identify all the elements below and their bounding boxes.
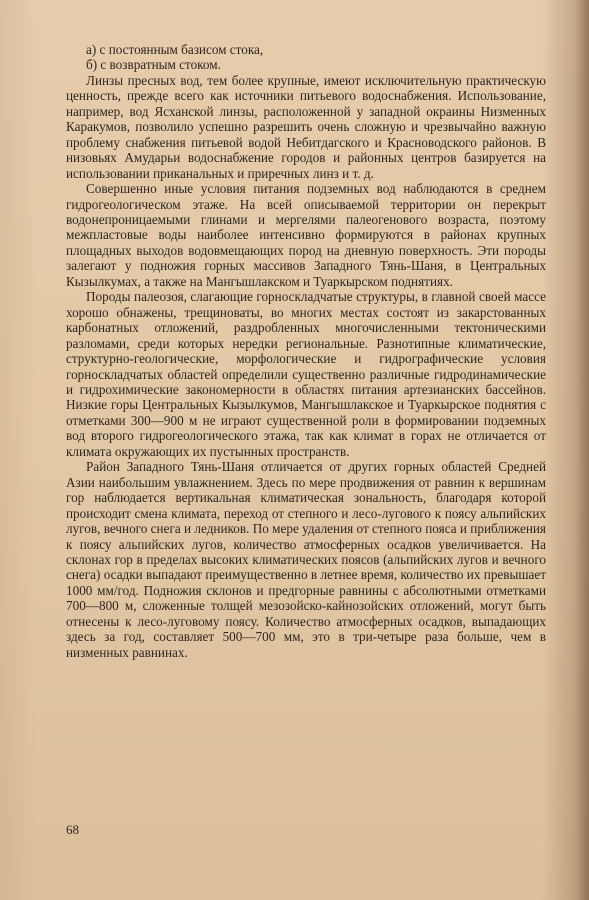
list-item-b: б) с возвратным стоком.: [86, 57, 221, 73]
paragraph-fresh-water-lenses: Линзы пресных вод, тем более крупные, имеют исключительную практическую ценность, прежде всего как источники питьевого водоснабжения. Использование, например, вод Ясханской линзы, расположенной у западной окраины Низменных Каракумов, позволило успешно разрешить очень сложную и чрезвычайно важную проблему снабжения питьевой водой Небитдагского и Красноводского районов. В низовьях Амударьи водоснабжение городов и районных центров базируется на использовании приканальных и приречных линз и т. д.: [66, 72, 546, 181]
list-item-a: а) с постоянным базисом стока,: [86, 42, 264, 57]
page-edge-shadow: [575, 0, 589, 900]
paragraph-middle-stage-recharge: Совершенно иные условия питания подземных вод наблюдаются в среднем гидрогеологическом этаже. На всей описываемой территории он перекрыт водонепроницаемыми глинами и мергелями палеогенового возраста, поэтому межпластовые воды наиболее интенсивно формируются в районах крупных площадных выходов водовмещающих пород на дневную поверхность. Эти породы залегают у подножия горных массивов Западного Тянь-Шаня, в Центральных Кызылкумах, а также на Мангышлакском и Туаркырском поднятиях.: [66, 181, 546, 289]
paragraph-western-tien-shan: Район Западного Тянь-Шаня отличается от других горных областей Средней Азии наибольшим увлажнением. Здесь по мере продвижения от равнин к вершинам гор наблюдается вертикальная климатическая зональность, благодаря которой происходит смена климата, переход от степного и лесо-лугового к поясу альпийских лугов, вечного снега и ледников. По мере удаления от степного пояса и приближения к поясу альпийских лугов, количество атмосферных осадков увеличивается. На склонах гор в пределах высоких климатических поясов (альпийских лугов и вечного снега) осадки выпадают преимущественно в летнее время, количество их превышает 1000 мм/год. Подножия склонов и предгорные равнины с абсолютными отметками 700—800 м, сложенные толщей мезозойско-кайнозойских отложений, могут быть отнесены к лесо-луговому поясу. Количество атмосферных осадков, выпадающих здесь за год, составляет 500—700 мм, это в три-четыре раза больше, чем в низменных равнинах.: [66, 459, 546, 660]
page-number: 68: [66, 822, 79, 837]
paragraph-paleozoic-rocks: Породы палеозоя, слагающие горноскладчатые структуры, в главной своей массе хорошо обнажены, трещиноваты, во многих местах состоят из закарстованных карбонатных отложений, раздробленных многочисленными тектоническими разломами, среди которых нередки региональные. Разнотипные климатические, структурно-геологические, морфологические и гидрографические условия горноскладчатых областей определили существенно различные гидродинамические и гидрохимические закономерности в областях питания артезианских бассейнов. Низкие горы Центральных Кызылкумов, Мангышлакское и Туаркырское поднятия с отметками 300—900 м не играют существенной роли в формировании подземных вод второго гидрогеологического этажа, так как климат в горах не отличается от климата окружающих их пустынных пространств.: [66, 289, 546, 459]
body-text: [66, 42, 546, 660]
